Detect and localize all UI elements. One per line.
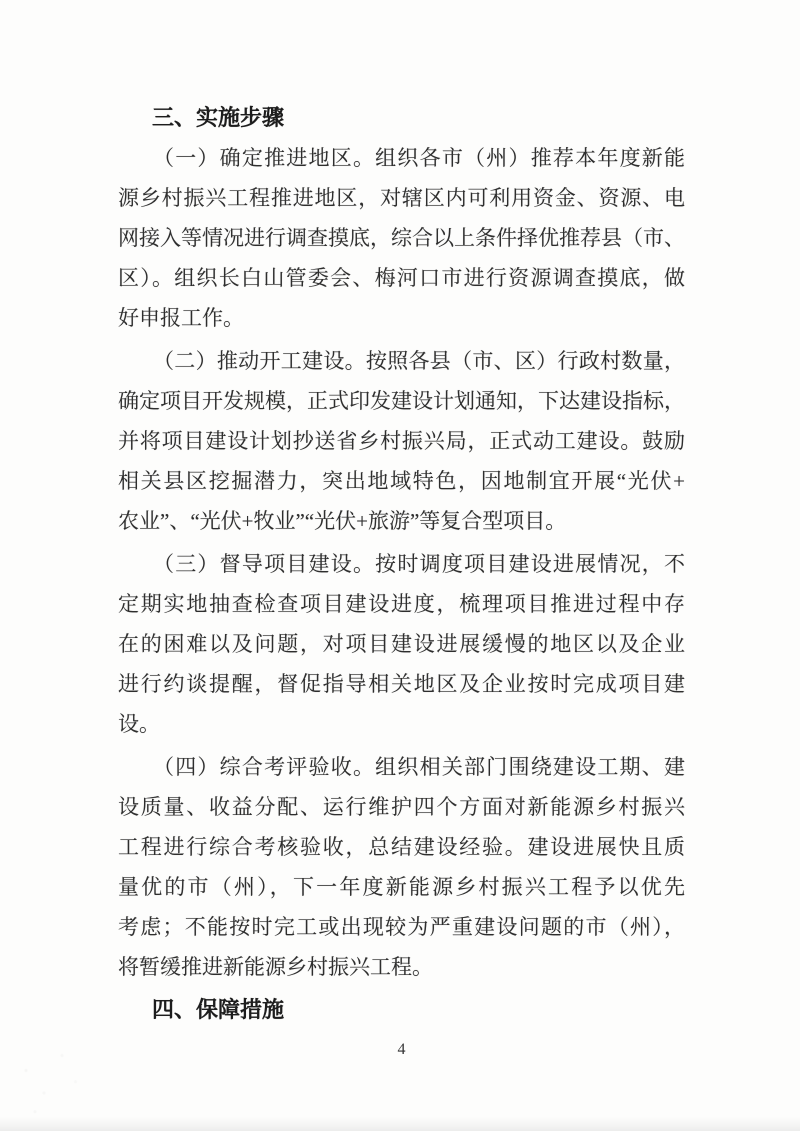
text-line: 农业”、“光伏+牧业”“光伏+旅游”等复合型项目。 xyxy=(118,509,567,533)
text-line: 设质量、收益分配、运行维护四个方面对新能源乡村振兴 xyxy=(118,795,685,819)
text-line: （三）督导项目建设。按时调度项目建设进展情况，不 xyxy=(153,552,685,576)
text-line: 并将项目建设计划抄送省乡村振兴局，正式动工建设。鼓励 xyxy=(118,429,685,453)
text-line: 在的困难以及问题，对项目建设进展缓慢的地区以及企业 xyxy=(118,632,685,656)
text-line: 区）。组织长白山管委会、梅河口市进行资源调查摸底，做 xyxy=(118,266,685,290)
text-line: （四）综合考评验收。组织相关部门围绕建设工期、建 xyxy=(153,755,685,779)
text-line: 确定项目开发规模，正式印发建设计划通知，下达建设指标， xyxy=(118,389,685,413)
text-line: 源乡村振兴工程推进地区，对辖区内可利用资金、资源、电 xyxy=(118,186,685,210)
text-line: 量优的市（州），下一年度新能源乡村振兴工程予以优先 xyxy=(118,875,685,899)
text-line: （二）推动开工建设。按照各县（市、区）行政村数量， xyxy=(153,349,685,373)
text-line: 考虑；不能按时完工或出现较为严重建设问题的市（州）， xyxy=(118,915,685,939)
text-line: 设。 xyxy=(118,712,160,736)
text-line: （一）确定推进地区。组织各市（州）推荐本年度新能 xyxy=(153,146,685,170)
text-line: 工程进行综合考核验收，总结建设经验。建设进展快且质 xyxy=(118,835,685,859)
text-line: 网接入等情况进行调查摸底，综合以上条件择优推荐县（市、 xyxy=(118,226,685,250)
section-heading-3: 三、实施步骤 xyxy=(152,105,285,130)
text-line: 相关县区挖掘潜力，突出地域特色，因地制宜开展“光伏+ xyxy=(118,469,685,493)
scan-noise-artifact xyxy=(8,1048,98,1123)
section-heading-4: 四、保障措施 xyxy=(152,997,285,1022)
text-line: 好申报工作。 xyxy=(118,306,244,330)
text-line: 定期实地抽查检查项目建设进度，梳理项目推进过程中存 xyxy=(118,592,685,616)
document-body xyxy=(118,98,685,1059)
text-line: 将暂缓推进新能源乡村振兴工程。 xyxy=(118,955,433,979)
scan-edge-shadow xyxy=(0,1117,800,1131)
page-number: 4 xyxy=(397,1041,406,1058)
text-line: 进行约谈提醒，督促指导相关地区及企业按时完成项目建 xyxy=(118,672,685,696)
